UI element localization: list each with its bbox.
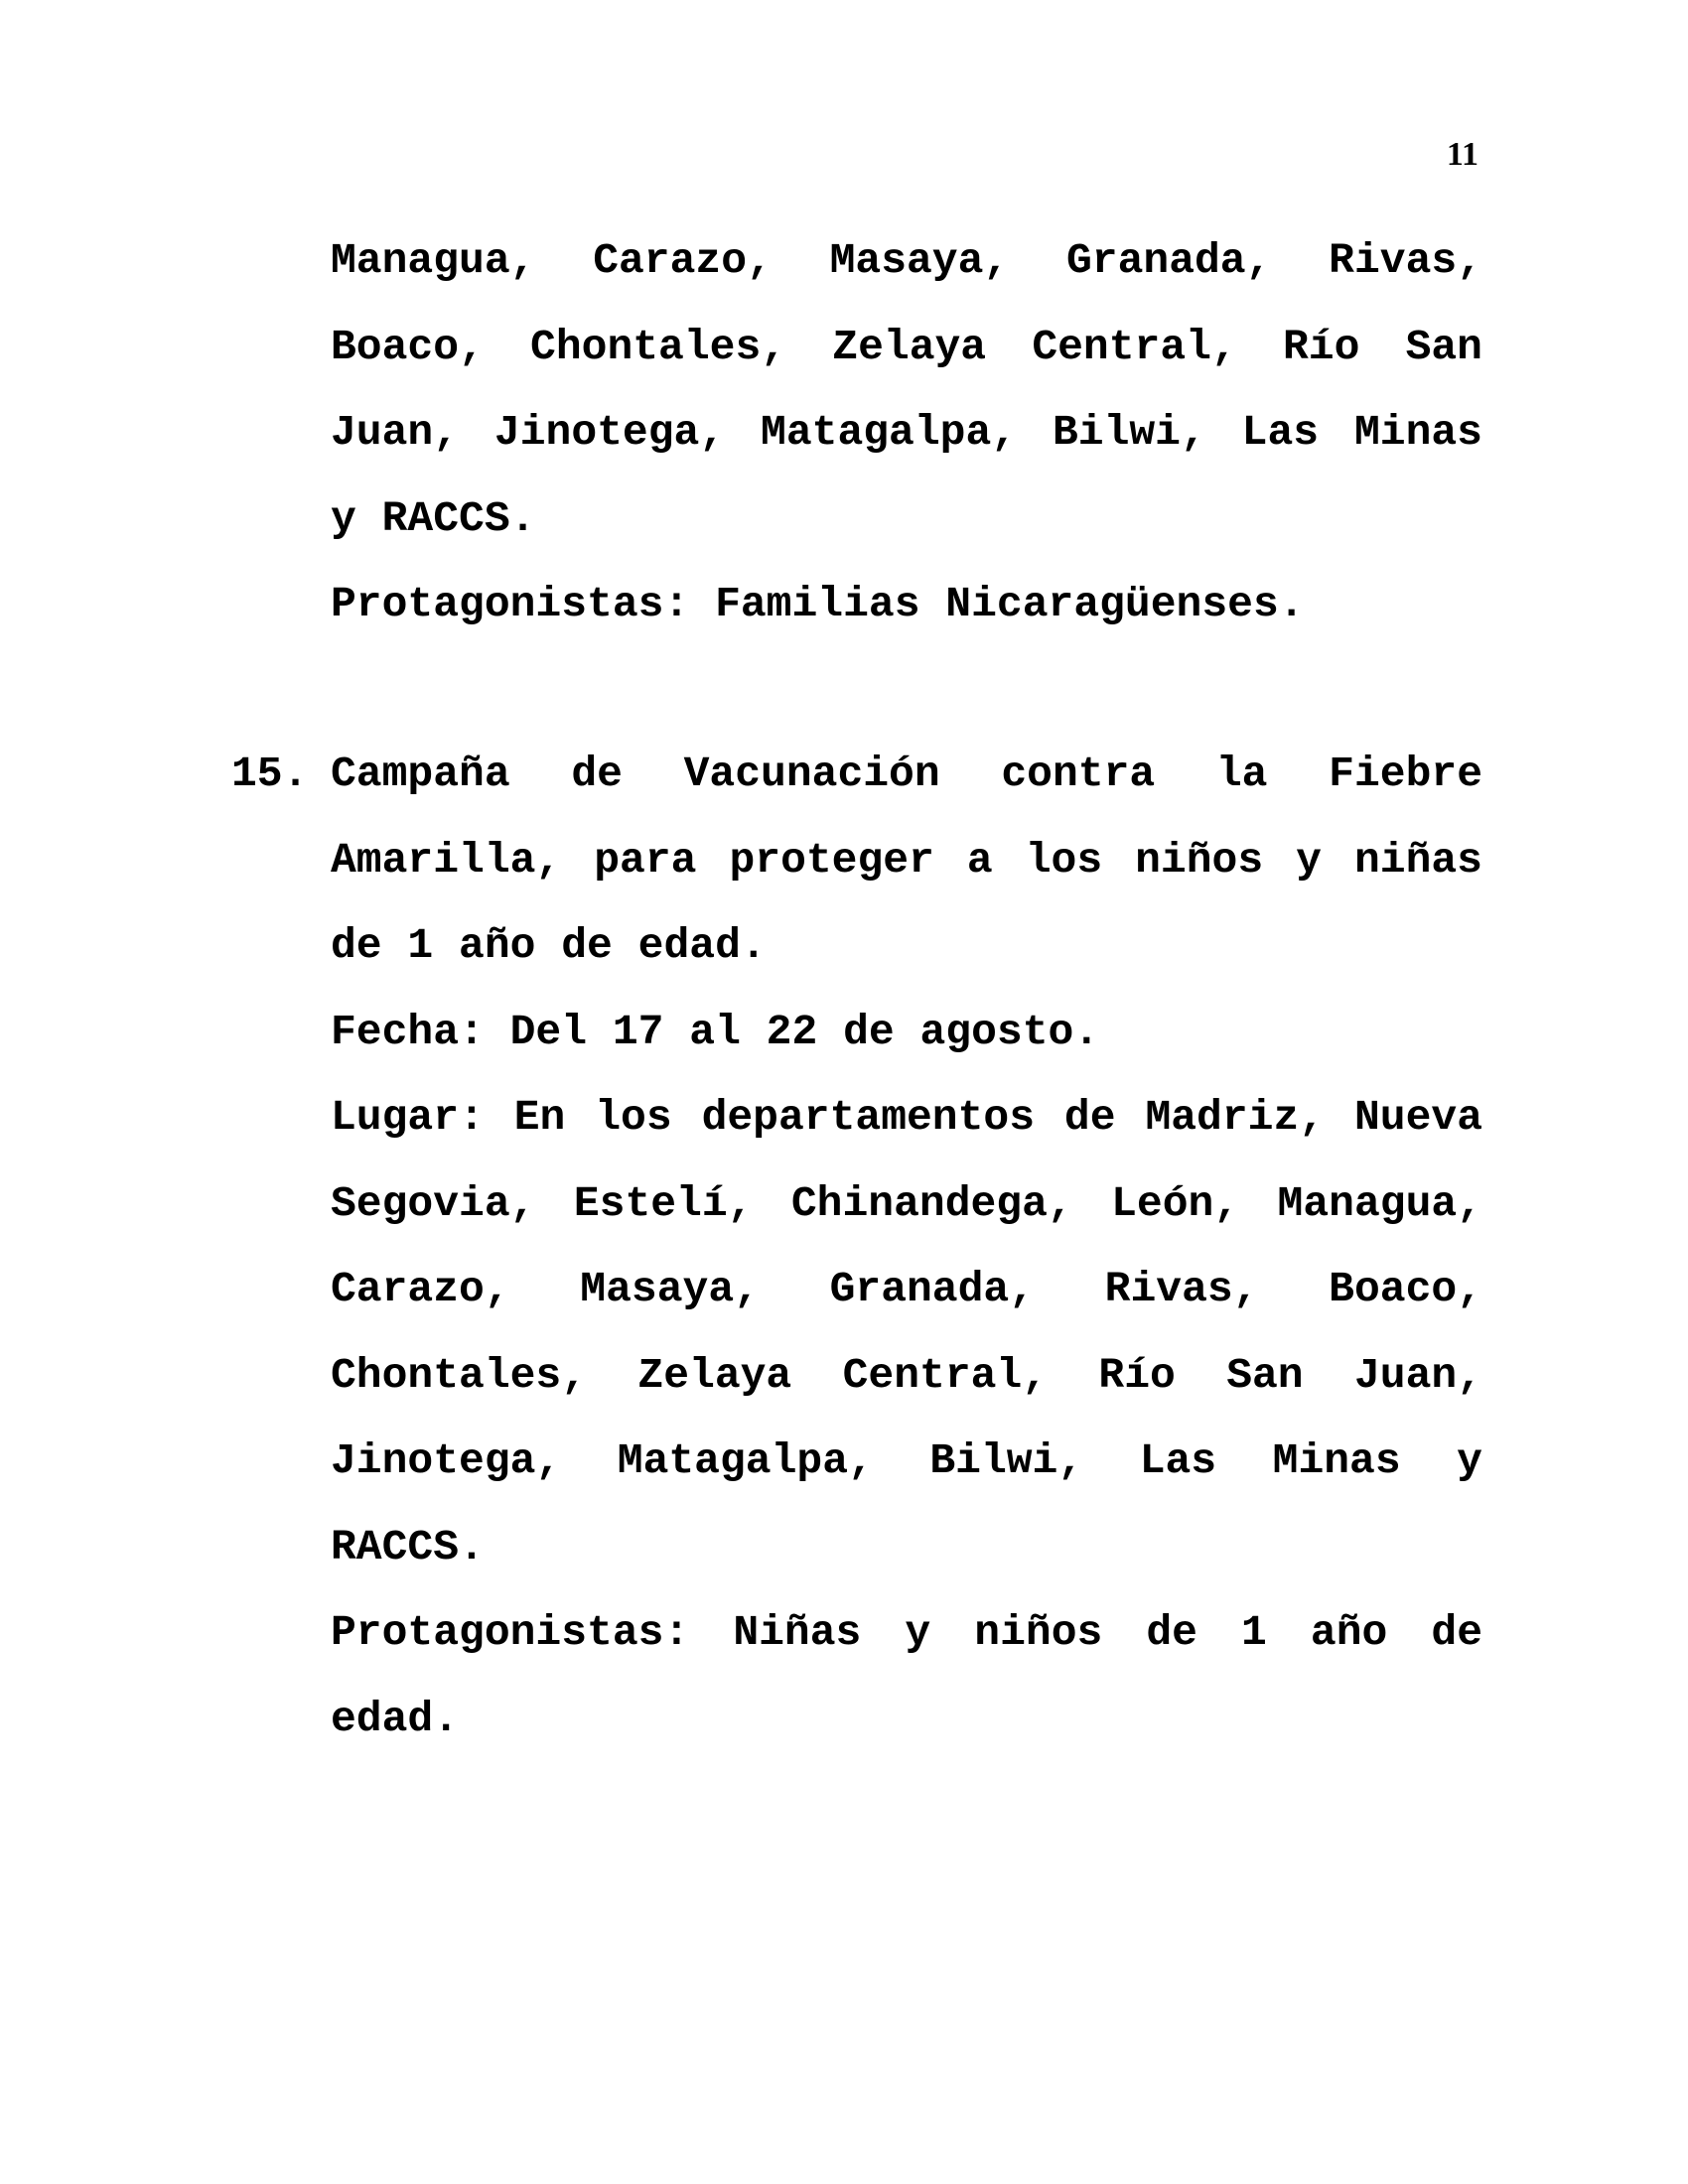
continuation-section (331, 218, 1482, 648)
places-paragraph: Managua, Carazo, Masaya, Granada, Rivas, Boaco, Chontales, Zelaya Central, Río San Juan, Jinotega, Matagalpa, Bilwi, Las Minas y RACCS. (331, 236, 1482, 543)
item-place: Lugar: En los departamentos de Madriz, Nueva Segovia, Estelí, Chinandega, León, Managua, Carazo, Masaya, Granada, Rivas, Boaco, Chontales, Zelaya Central, Río San Juan, Jinotega, Matagalpa, Bilwi, Las Minas y RACCS. (331, 1093, 1482, 1571)
protagonists-line: Protagonistas: Familias Nicaragüenses. (331, 580, 1305, 628)
item-protagonists: Protagonistas: Niñas y niños de 1 año de edad. (331, 1608, 1482, 1743)
item-15 (231, 732, 1482, 1762)
item-date: Fecha: Del 17 al 22 de agosto. (331, 1007, 1100, 1056)
item-number: 15. (231, 750, 309, 798)
item-title: Campaña de Vacunación contra la Fiebre Amarilla, para proteger a los niños y niñas de 1 año de edad. (331, 750, 1482, 970)
page-number: 11 (1446, 136, 1478, 173)
item-15-body (231, 732, 1482, 1762)
